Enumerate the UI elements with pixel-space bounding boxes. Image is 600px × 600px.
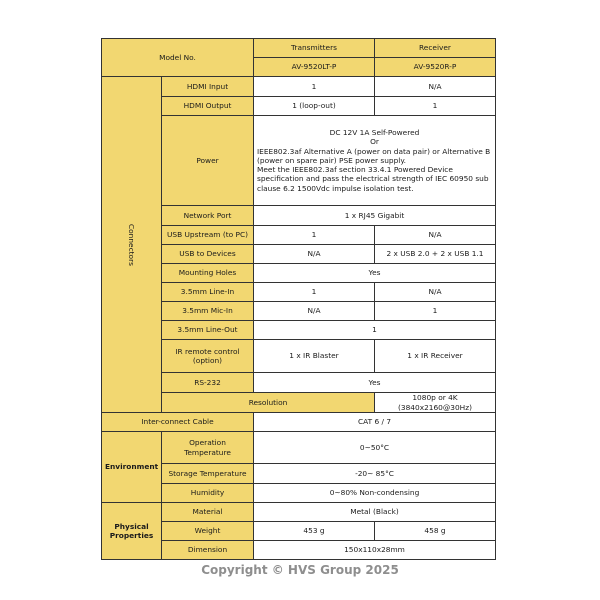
usb-upstream-rx: N/A [375, 226, 496, 245]
weight-rx: 458 g [375, 522, 496, 541]
hdmi-output-label: HDMI Output [162, 97, 254, 116]
line-out-value: 1 [254, 321, 496, 340]
usb-devices-tx: N/A [254, 245, 375, 264]
power-description [254, 116, 496, 206]
mounting-holes-value: Yes [254, 264, 496, 283]
mic-in-tx: N/A [254, 302, 375, 321]
power-line-3: IEEE802.3af Alternative A (power on data pair) or Alternative B (power on spare pair) PSE power supply. [257, 146, 491, 165]
operation-temp-value: 0~50°C [254, 432, 496, 464]
network-port-value: 1 x RJ45 Gigabit [254, 206, 496, 226]
material-value: Metal (Black) [254, 503, 496, 522]
power-line-1: DC 12V 1A Self-Powered [329, 128, 420, 138]
mic-in-label: 3.5mm Mic-In [162, 302, 254, 321]
humidity-value: 0~80% Non-condensing [254, 484, 496, 503]
usb-upstream-label: USB Upstream (to PC) [162, 226, 254, 245]
ir-remote-tx: 1 x IR Blaster [254, 340, 375, 373]
physical-group-label: Physical Properties [102, 503, 162, 560]
hdmi-input-label: HDMI Input [162, 77, 254, 97]
connectors-group-label: Connectors [102, 77, 162, 413]
dimension-value: 150x110x28mm [254, 541, 496, 560]
interconnect-label: Inter-connect Cable [102, 413, 254, 432]
resolution-value: 1080p or 4K (3840x2160@30Hz) [375, 393, 496, 413]
line-out-label: 3.5mm Line-Out [162, 321, 254, 340]
usb-upstream-tx: 1 [254, 226, 375, 245]
copyright-footer: Copyright © HVS Group 2025 [201, 563, 399, 577]
power-line-4: Meet the IEEE802.3af section 33.4.1 Powered Device specification and pass the electrical strength of IEC 60950 sub clause 6.2 1500Vdc impulse isolation test. [257, 165, 489, 193]
mounting-holes-label: Mounting Holes [162, 264, 254, 283]
humidity-label: Humidity [162, 484, 254, 503]
transmitter-model: AV-9520LT-P [254, 58, 375, 77]
rs232-label: RS-232 [162, 373, 254, 393]
ir-remote-label: IR remote control (option) [162, 340, 254, 373]
receiver-header: Receiver [375, 39, 496, 58]
line-in-label: 3.5mm Line-In [162, 283, 254, 302]
mic-in-rx: 1 [375, 302, 496, 321]
network-port-label: Network Port [162, 206, 254, 226]
environment-group-label: Environment [102, 432, 162, 503]
weight-tx: 453 g [254, 522, 375, 541]
hdmi-output-tx: 1 (loop-out) [254, 97, 375, 116]
weight-label: Weight [162, 522, 254, 541]
resolution-label: Resolution [162, 393, 375, 413]
operation-temp-label: Operation Temperature [162, 432, 254, 464]
transmitters-header: Transmitters [254, 39, 375, 58]
storage-temp-value: -20~ 85°C [254, 464, 496, 484]
spec-table [101, 38, 496, 560]
power-line-2: Or [370, 137, 379, 147]
hdmi-input-rx: N/A [375, 77, 496, 97]
rs232-value: Yes [254, 373, 496, 393]
hdmi-output-rx: 1 [375, 97, 496, 116]
material-label: Material [162, 503, 254, 522]
model-no-label: Model No. [102, 39, 254, 77]
receiver-model: AV-9520R-P [375, 58, 496, 77]
power-label: Power [162, 116, 254, 206]
interconnect-value: CAT 6 / 7 [254, 413, 496, 432]
line-in-rx: N/A [375, 283, 496, 302]
usb-devices-rx: 2 x USB 2.0 + 2 x USB 1.1 [375, 245, 496, 264]
ir-remote-rx: 1 x IR Receiver [375, 340, 496, 373]
dimension-label: Dimension [162, 541, 254, 560]
usb-devices-label: USB to Devices [162, 245, 254, 264]
storage-temp-label: Storage Temperature [162, 464, 254, 484]
line-in-tx: 1 [254, 283, 375, 302]
hdmi-input-tx: 1 [254, 77, 375, 97]
